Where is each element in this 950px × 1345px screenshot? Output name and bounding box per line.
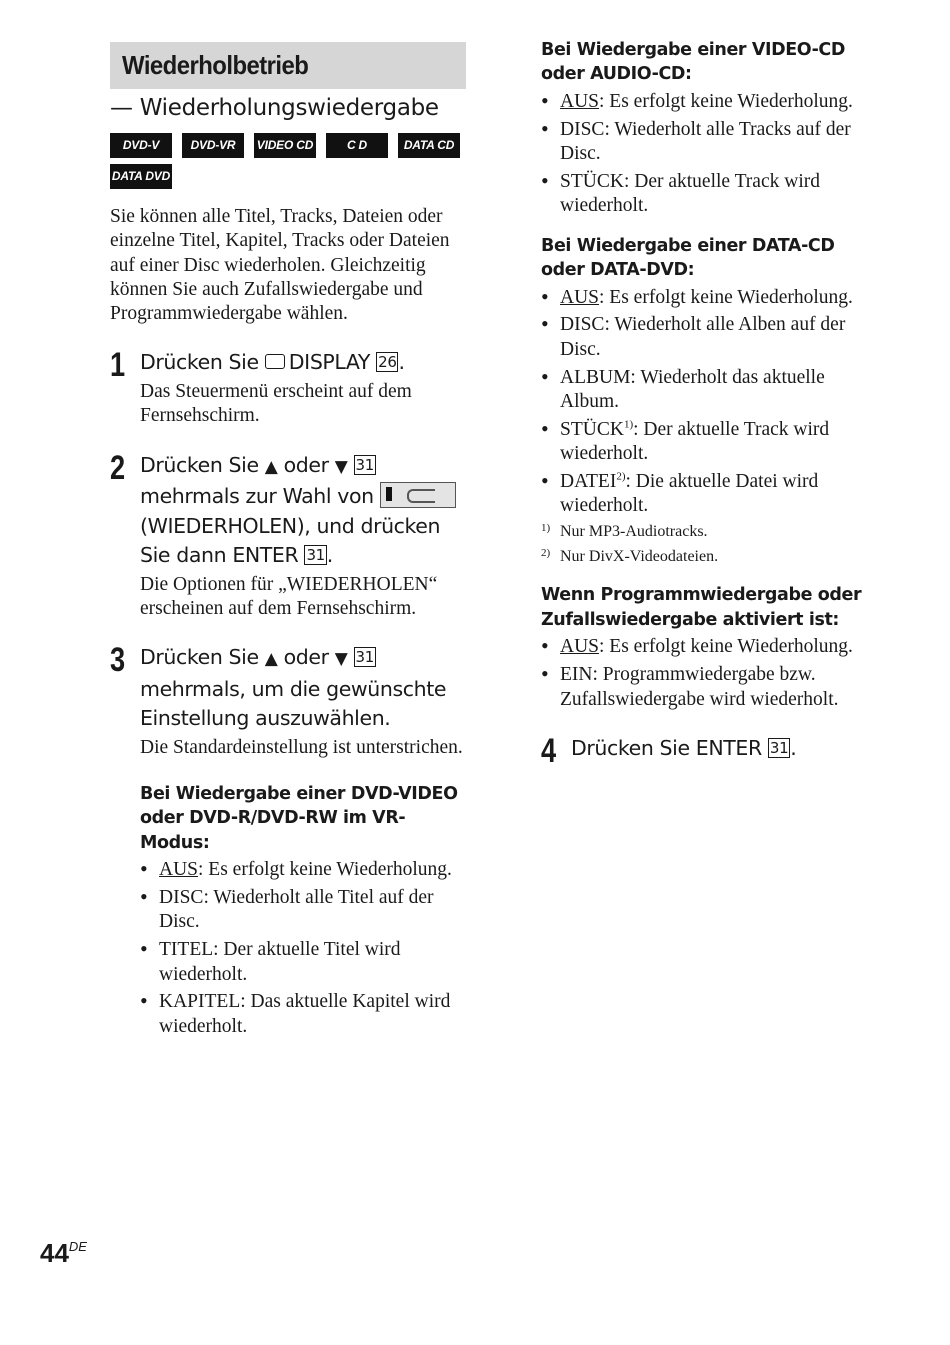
right-column [541, 38, 871, 770]
footnotes [541, 519, 871, 569]
step-1 [110, 348, 466, 428]
arrow-up-icon: ▲ [264, 456, 278, 477]
figure-ref: 31 [355, 648, 374, 667]
arrow-up-icon: ▲ [264, 649, 278, 670]
program-section-heading: Wenn Programmwiedergabe oder Zufallswiedergabe aktiviert ist: [541, 585, 862, 630]
page-title: Wiederholbetrieb [122, 50, 309, 80]
badge-dvd-vr: DVD-VR [182, 133, 244, 158]
list-item: • STÜCK: Der aktuelle Track wird wiederholt. [541, 170, 871, 219]
step-note: Die Standardeinstellung ist unterstrichen. [140, 736, 463, 758]
step-text: oder [283, 452, 329, 477]
repeat-icon [380, 482, 456, 508]
list-item: • AUS: Es erfolgt keine Wiederholung. [541, 90, 871, 114]
footnote: 2) Nur DivX-Videodateien. [541, 547, 719, 566]
list-item: • TITEL: Der aktuelle Titel wird wiederholt. [140, 938, 466, 987]
step-number: 1 [110, 346, 126, 385]
step-number: 2 [110, 448, 126, 487]
arrow-down-icon: ▼ [334, 649, 348, 670]
step-text: Drücken Sie [140, 645, 259, 670]
list-item: • ALBUM: Wiederholt das aktuelle Album. [541, 366, 871, 415]
step-text: DISPLAY [288, 350, 371, 375]
list-item: • STÜCK$^{1)}$: Der aktuelle Track wird wiederholt. [541, 418, 871, 467]
list-item: • DATEI$^{2)}$: Die aktuelle Datei wird wiederholt. [541, 470, 871, 519]
step-4 [541, 731, 871, 770]
step-instruction: Drücken Sie ▲ oder ▼ 31 mehrmals zur Wahl von (WIEDERHOLEN), und drücken Sie dann ENTER 31. [140, 451, 466, 571]
step-3 [110, 643, 466, 1039]
dvd-section-heading: Bei Wiedergabe einer DVD-VIDEO oder DVD-R/DVD-RW im VR-Modus: [140, 783, 458, 853]
step-note: Die Optionen für „WIEDERHOLEN“ erscheinen auf dem Fernsehschirm. [140, 573, 438, 619]
vcd-section-heading: Bei Wiedergabe einer VIDEO-CD oder AUDIO-CD: [541, 40, 846, 85]
figure-ref: 31 [306, 546, 325, 565]
badge-video-cd: VIDEO CD [254, 133, 316, 158]
page-number: 44DE [40, 1238, 87, 1268]
step-text: mehrmals zur Wahl von [140, 484, 374, 509]
step-instruction: Drücken Sie ENTER 31. [571, 735, 797, 760]
figure-ref: 26 [378, 353, 397, 372]
data-section-heading: Bei Wiedergabe einer DATA-CD oder DATA-DVD: [541, 235, 835, 280]
step-text: Drücken Sie [140, 452, 259, 477]
figure-ref: 31 [355, 455, 374, 474]
list-item: • DISC: Wiederholt alle Tracks auf der Disc. [541, 118, 871, 167]
badge-cd: C D [326, 133, 388, 158]
page-subtitle: — Wiederholungswiedergabe [110, 95, 439, 121]
step-text: oder [283, 645, 329, 670]
list-item: • AUS: Es erfolgt keine Wiederholung. [541, 635, 871, 659]
disc-type-badges [110, 133, 470, 195]
step-text: (WIEDERHOLEN), und drücken Sie dann ENTER [140, 513, 441, 568]
section-title-box [110, 42, 466, 89]
figure-ref: 31 [769, 738, 789, 757]
badge-data-dvd: DATA DVD [110, 164, 172, 189]
program-options-list [541, 635, 871, 711]
data-options-list [541, 286, 871, 519]
step-text: Drücken Sie [140, 350, 265, 375]
intro-paragraph: Sie können alle Titel, Tracks, Dateien oder einzelne Titel, Kapitel, Tracks oder Dateien auf einer Disc wiederholen. Gleichzeitig können Sie auch Zufallswiedergabe und Programmwiedergabe wählen. [110, 206, 450, 325]
vcd-options-list [541, 90, 871, 218]
step-number: 3 [110, 641, 126, 680]
list-item: • DISC: Wiederholt alle Titel auf der Disc. [140, 886, 466, 935]
footnote: 1) Nur MP3-Audiotracks. [541, 522, 708, 541]
badge-data-cd: DATA CD [398, 133, 460, 158]
step-text: Drücken Sie ENTER [571, 735, 762, 760]
list-item: • AUS: Es erfolgt keine Wiederholung. [140, 858, 466, 882]
list-item: • KAPITEL: Das aktuelle Kapitel wird wiederholt. [140, 990, 466, 1039]
step-text: mehrmals, um die gewünschte Einstellung auszuwählen. [140, 676, 447, 731]
list-item: • EIN: Programmwiedergabe bzw. Zufallswiedergabe wird wiederholt. [541, 663, 871, 712]
step-instruction: Drücken Sie DISPLAY 26. [140, 350, 405, 375]
badge-dvd-v: DVD-V [110, 133, 172, 158]
step-2 [110, 448, 466, 622]
step-note: Das Steuermenü erscheint auf dem Fernsehschirm. [140, 380, 412, 427]
step-instruction [140, 643, 466, 734]
step-number: 4 [541, 731, 557, 770]
list-item: • DISC: Wiederholt alle Alben auf der Disc. [541, 313, 871, 362]
arrow-down-icon: ▼ [334, 456, 348, 477]
dvd-options-list [140, 858, 466, 1039]
left-column [110, 42, 466, 1039]
list-item: • AUS: Es erfolgt keine Wiederholung. [541, 286, 871, 310]
display-button-icon [265, 354, 285, 369]
